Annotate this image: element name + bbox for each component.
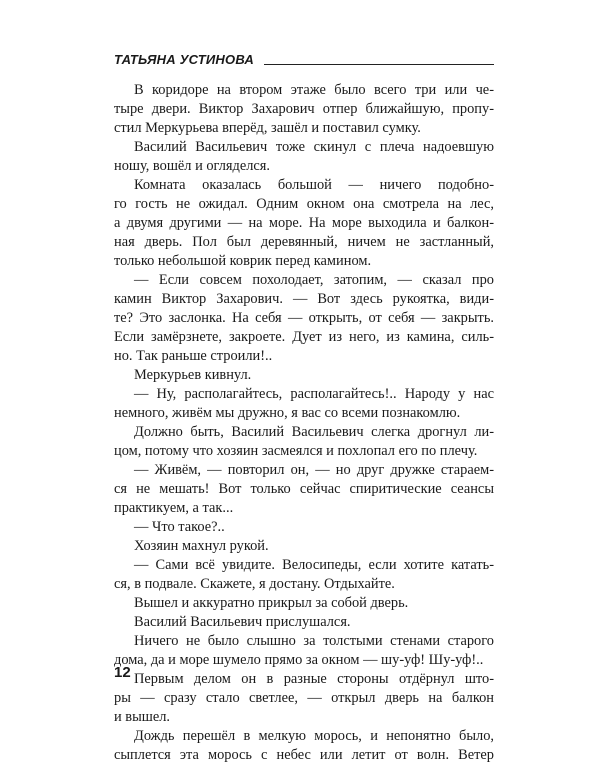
text-line: Комната оказалась большой — ничего подобно-	[134, 177, 494, 193]
text-line: только небольшой коврик перед камином.	[114, 253, 372, 269]
text-line: цом, потому что хозяин засмеялся и похлопал его по плечу.	[114, 443, 478, 459]
text-line: Василий Васильевич тоже скинул с плеча надоевшую	[134, 139, 494, 155]
text-line: — Что такое?..	[134, 519, 225, 535]
text-line: ся, в подвале. Скажете, я достану. Отдыхайте.	[114, 576, 395, 592]
text-line: В коридоре на втором этаже было всего три или че-	[134, 82, 494, 98]
text-line: Первым делом он в разные стороны отдёрнул што-	[134, 671, 494, 687]
text-line: ная дверь. Пол был деревянный, ничем не застланный,	[114, 234, 494, 250]
text-line: го гость не ожидал. Одним окном она смотрела на лес,	[114, 196, 494, 212]
text-line: — Сами всё увидите. Велосипеды, если хотите катать-	[134, 557, 494, 573]
text-line: ся не мешать! Вот только сейчас спиритические сеансы	[114, 481, 494, 497]
running-header	[114, 50, 494, 70]
text-line: сыплется эта морось с небес или летит от волн. Ветер	[114, 747, 494, 763]
text-line: дома, да и море шумело прямо за окном — шу-уф! Шу-уф!..	[114, 652, 484, 668]
text-line: Если замёрзнете, закроете. Дует из него, из камина, силь-	[114, 329, 494, 345]
text-line: немного, живём мы дружно, я вас со всеми познакомлю.	[114, 405, 461, 421]
text-line: практикуем, а так...	[114, 500, 234, 516]
text-line: — Живём, — повторил он, — но друг дружке стараем-	[134, 462, 494, 478]
body-text	[114, 81, 494, 765]
text-line: стил Меркурьева вперёд, зашёл и поставил сумку.	[114, 120, 421, 136]
text-line: а двумя другими — на море. На море выходила и балкон-	[114, 215, 494, 231]
text-line: Дождь перешёл в мелкую морось, и непонятно было,	[134, 728, 494, 744]
text-line: — Если совсем похолодает, затопим, — сказал про	[134, 272, 494, 288]
text-line: — Ну, располагайтесь, располагайтесь!.. Народу у нас	[134, 386, 494, 402]
text-line: Меркурьев кивнул.	[134, 367, 252, 383]
text-line: ры — сразу стало светлее, — открыл дверь на балкон	[114, 690, 494, 706]
text-line: Хозяин махнул рукой.	[134, 538, 269, 554]
text-line: Вышел и аккуратно прикрыл за собой дверь.	[134, 595, 409, 611]
header-rule	[264, 64, 494, 65]
author-name: ТАТЬЯНА УСТИНОВА	[114, 52, 255, 67]
text-line: те? Это заслонка. На себя — открыть, от себя — закрыть.	[114, 310, 494, 326]
text-line: но. Так раньше строили!..	[114, 348, 273, 364]
text-line: Ничего не было слышно за толстыми стенами старого	[134, 633, 494, 649]
text-line: и вышел.	[114, 709, 171, 725]
text-line: ношу, вошёл и огляделся.	[114, 158, 271, 174]
text-line: Должно быть, Василий Васильевич слегка дрогнул ли-	[134, 424, 494, 440]
text-line: камин Виктор Захарович. — Вот здесь рукоятка, види-	[114, 291, 494, 307]
text-line: Василий Васильевич прислушался.	[134, 614, 351, 630]
text-line: тыре двери. Виктор Захарович отпер ближайшую, пропу-	[114, 101, 494, 117]
page-number: 12	[114, 664, 131, 681]
